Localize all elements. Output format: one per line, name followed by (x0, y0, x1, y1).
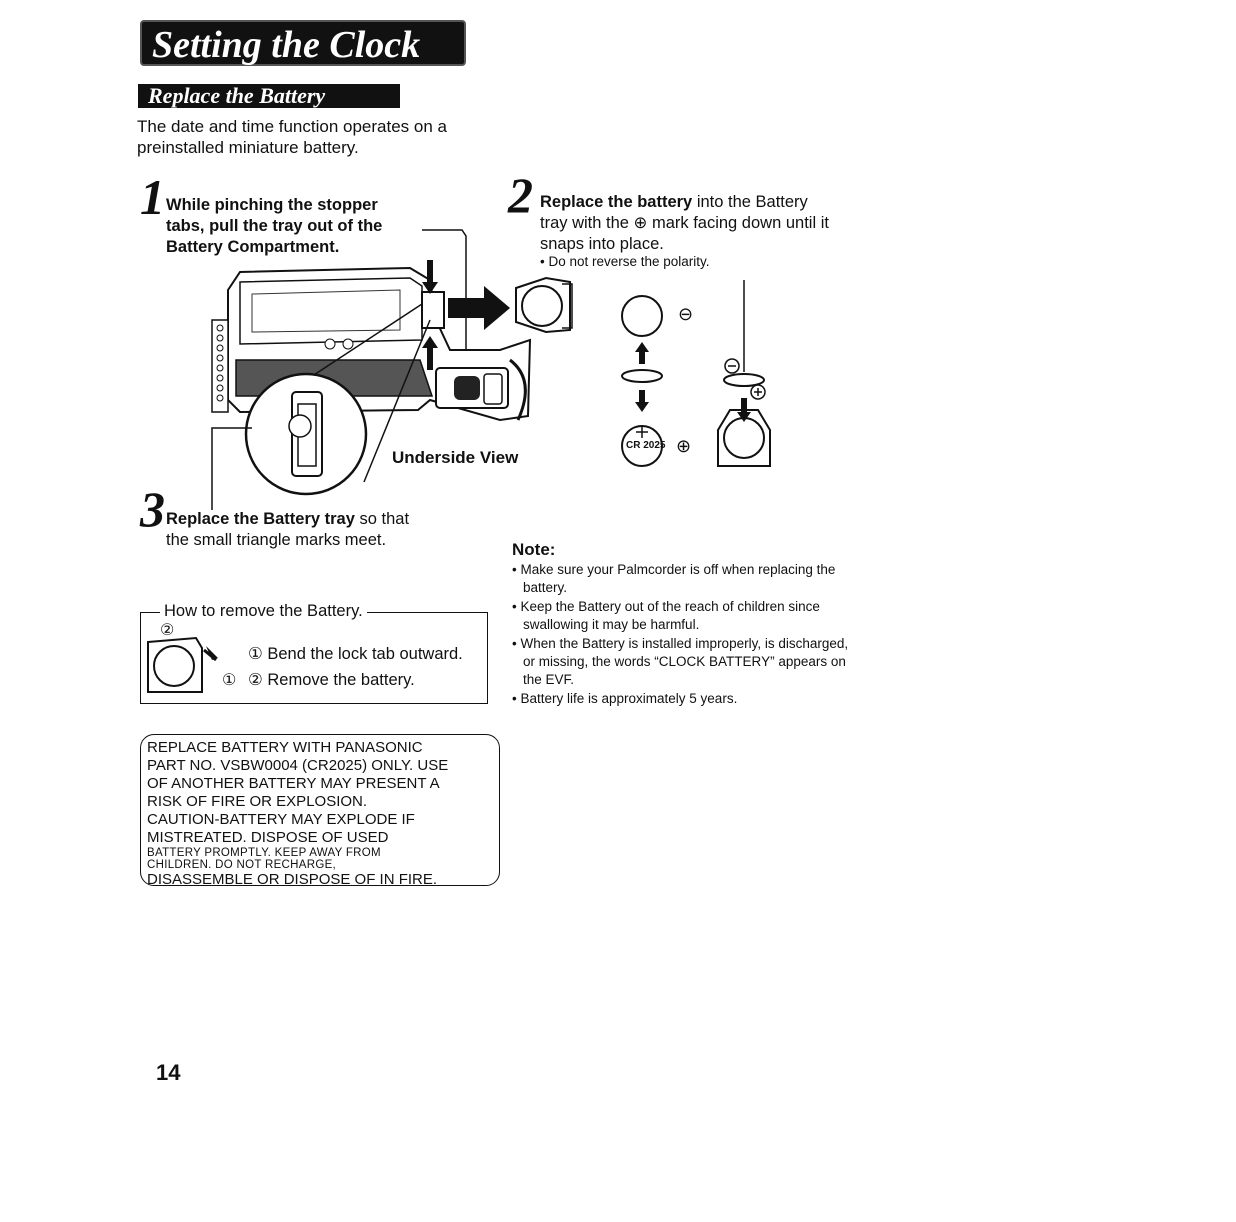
caution-line: REPLACE BATTERY WITH PANASONIC (147, 739, 423, 756)
note-list (512, 561, 852, 709)
step-1-line: tabs, pull the tray out of the (166, 217, 383, 235)
step-2-bold: Replace the battery (540, 193, 693, 211)
step-2-line: snaps into place. (540, 235, 664, 253)
page-number: 14 (156, 1060, 181, 1085)
step-1-number: 1 (140, 169, 165, 225)
step-2-rest: into the Battery (692, 193, 808, 211)
battery-removal-illustration (146, 636, 226, 698)
intro-line: preinstalled miniature battery. (137, 138, 359, 157)
how-to-step-2: ② Remove the battery. (248, 671, 415, 689)
step-3-number: 3 (140, 481, 165, 537)
battery-tray-illustration (506, 270, 586, 340)
marker-1: ① (222, 672, 237, 689)
polarity-bullet: • Do not reverse the polarity. (540, 254, 710, 269)
plus-sign: ⊕ (676, 436, 692, 456)
caution-line: RISK OF FIRE OR EXPLOSION. (147, 793, 368, 810)
caution-line: MISTREATED. DISPOSE OF USED (147, 829, 389, 846)
note-item: • Battery life is approximately 5 years. (512, 691, 738, 706)
step-2-line: tray with the ⊕ mark facing down until it (540, 214, 829, 232)
page-title: Setting the Clock (140, 20, 466, 66)
marker-2: ② (160, 622, 175, 639)
step-3-line: the small triangle marks meet. (166, 531, 387, 549)
step-2-number: 2 (508, 167, 533, 223)
step-3-rest: so that (354, 510, 410, 528)
caution-box (140, 734, 500, 886)
minus-sign: ⊖ (678, 304, 694, 324)
note-heading: Note: (512, 540, 556, 559)
step-1-line: Battery Compartment. (166, 238, 340, 256)
caution-line: DISASSEMBLE OR DISPOSE OF IN FIRE. (147, 871, 438, 888)
battery-code-label: CR 2025 (626, 440, 666, 451)
how-to-remove-title: How to remove the Battery. (160, 602, 367, 621)
note-item: • Keep the Battery out of the reach of children since swallowing it may be harmful. (512, 599, 820, 632)
caution-line: BATTERY PROMPTLY. KEEP AWAY FROM (147, 847, 381, 859)
caution-line: OF ANOTHER BATTERY MAY PRESENT A (147, 775, 440, 792)
caution-line: CAUTION-BATTERY MAY EXPLODE IF (147, 811, 415, 828)
caution-line: CHILDREN. DO NOT RECHARGE, (147, 859, 337, 871)
note-item: • When the Battery is installed improperly, is discharged, or missing, the words “CLOCK BATTERY” appears on the EVF. (512, 636, 849, 687)
step-1-line: While pinching the stopper (166, 196, 378, 214)
step-3-bold: Replace the Battery tray (166, 510, 355, 528)
note-item: • Make sure your Palmcorder is off when replacing the battery. (512, 562, 836, 595)
section-title: Replace the Battery (138, 84, 400, 108)
step-2-text (540, 192, 880, 255)
how-to-step-1: ① Bend the lock tab outward. (248, 645, 463, 663)
caution-line: PART NO. VSBW0004 (CR2025) ONLY. USE (147, 757, 449, 774)
underside-view-label: Underside View (392, 448, 519, 467)
camcorder-illustration (200, 220, 540, 520)
intro-paragraph (137, 116, 497, 158)
intro-line: The date and time function operates on a (137, 117, 447, 136)
